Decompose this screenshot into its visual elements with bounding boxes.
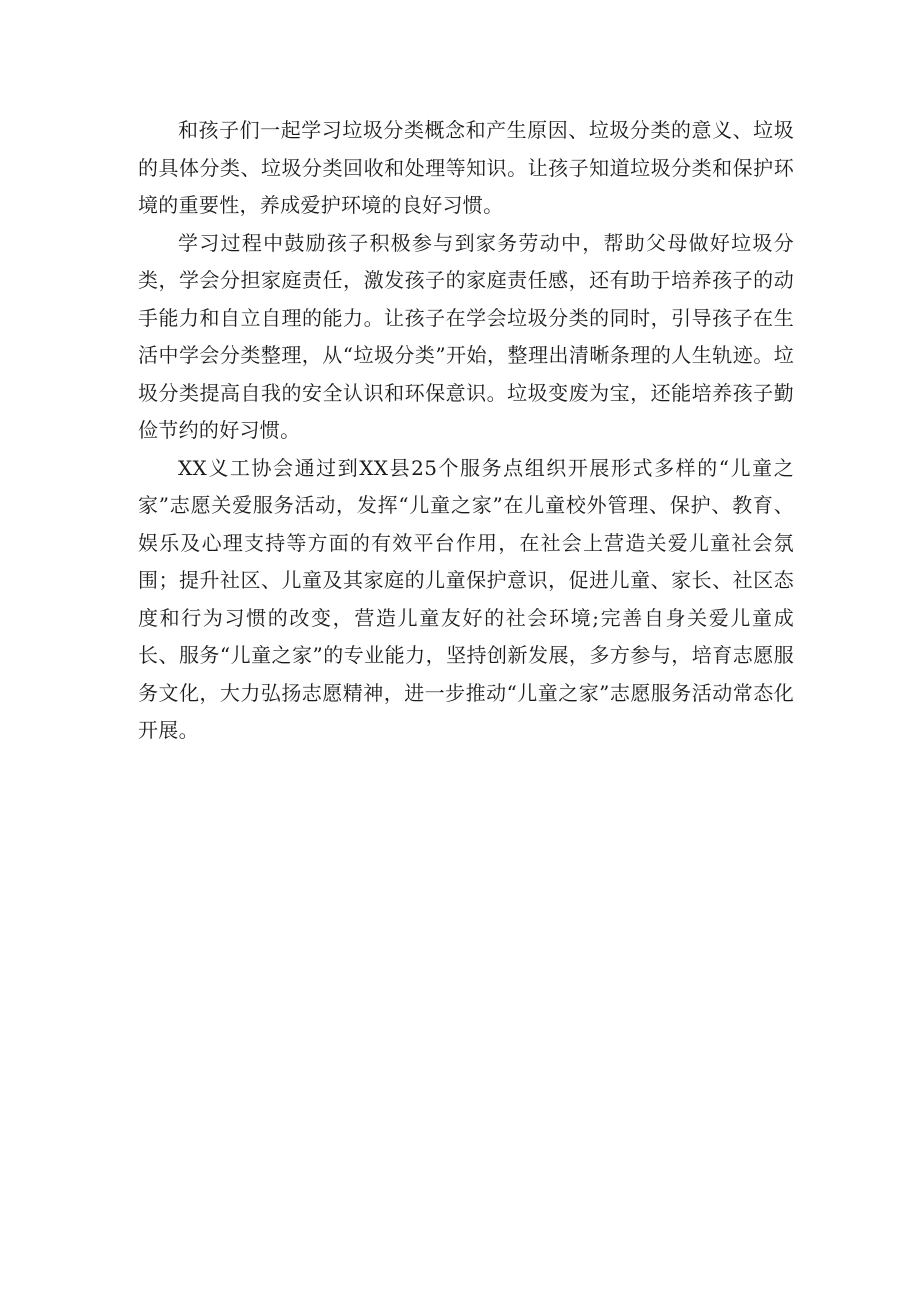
paragraph-1: 和孩子们一起学习垃圾分类概念和产生原因、垃圾分类的意义、垃圾的具体分类、垃圾分类回收和处理等知识。让孩子知道垃圾分类和保护环境的重要性，养成爱护环境的良好习惯。 bbox=[138, 118, 794, 217]
document-body bbox=[138, 112, 794, 750]
paragraph-3: XX义工协会通过到XX县25个服务点组织开展形式多样的“儿童之家”志愿关爱服务活动，发挥“儿童之家”在儿童校外管理、保护、教育、娱乐及心理支持等方面的有效平台作用，在社会上营造关爱儿童社会氛围；提升社区、儿童及其家庭的儿童保护意识，促进儿童、家长、社区态度和行为习惯的改变，营造儿童友好的社会环境;完善自身关爱儿童成长、服务“儿童之家”的专业能力，坚持创新发展，多方参与，培育志愿服务文化，大力弘扬志愿精神，进一步推动“儿童之家”志愿服务活动常态化开展。 bbox=[138, 455, 794, 742]
paragraph-2: 学习过程中鼓励孩子积极参与到家务劳动中，帮助父母做好垃圾分类，学会分担家庭责任，激发孩子的家庭责任感，还有助于培养孩子的动手能力和自立自理的能力。让孩子在学会垃圾分类的同时，引导孩子在生活中学会分类整理，从“垃圾分类”开始，整理出清晰条理的人生轨迹。垃圾分类提高自我的安全认识和环保意识。垃圾变废为宝，还能培养孩子勤俭节约的好习惯。 bbox=[138, 230, 794, 442]
